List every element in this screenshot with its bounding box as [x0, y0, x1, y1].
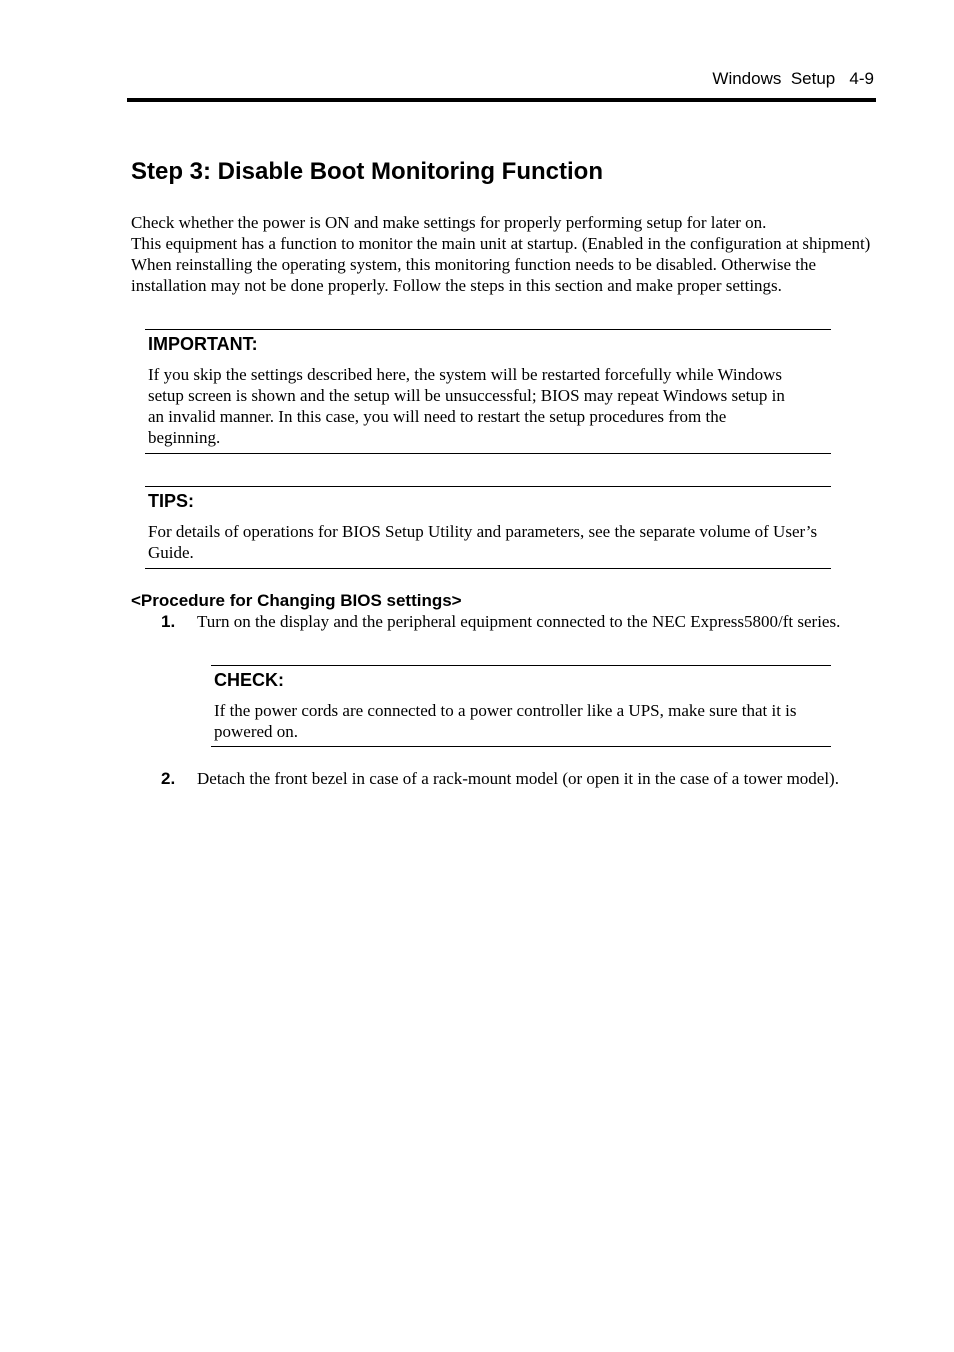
important-notice	[145, 329, 831, 454]
tips-label: TIPS:	[148, 491, 195, 511]
procedure-step-2	[131, 768, 851, 812]
tips-text: For details of operations for BIOS Setup Utility and parameters, see the separate volume of User’s Guide.	[148, 522, 818, 562]
intro-paragraph: This equipment has a function to monitor the main unit at startup. (Enabled in the configuration at shipment)	[131, 234, 871, 253]
check-label: CHECK:	[214, 670, 284, 690]
intro-paragraph: When reinstalling the operating system, this monitoring function needs to be disabled. Otherwise the installation may not be done properly. Follow the steps in this section and make proper settings.	[131, 255, 817, 295]
step-text: Turn on the display and the peripheral equipment connected to the NEC Express5800/ft series.	[197, 612, 841, 631]
tips-notice	[145, 486, 831, 569]
procedure-step-1	[131, 611, 851, 655]
step-title: Step 3: Disable Boot Monitoring Function	[131, 158, 603, 185]
step-text: Detach the front bezel in case of a rack-mount model (or open it in the case of a tower model).	[197, 769, 839, 788]
header-page-number: 4-9	[849, 69, 874, 88]
step-number: 1.	[161, 612, 176, 631]
important-label: IMPORTANT:	[148, 334, 258, 354]
intro-paragraph: Check whether the power is ON and make settings for properly performing setup for later on.	[131, 213, 767, 232]
intro-paragraphs	[131, 212, 871, 296]
check-notice	[211, 665, 831, 747]
running-header	[712, 69, 874, 89]
header-section-title: Windows Setup	[712, 69, 836, 88]
check-text: If the power cords are connected to a power controller like a UPS, make sure that it is powered on.	[214, 701, 797, 741]
header-rule	[127, 98, 876, 102]
procedure-heading: <Procedure for Changing BIOS settings>	[131, 591, 462, 610]
step-number: 2.	[161, 769, 176, 788]
important-text: If you skip the settings described here, the system will be restarted forcefully while Windows setup screen is shown and the setup will be unsuccessful; BIOS may repeat Windows setup in an invalid manner. In this case, you will need to restart the setup procedures from the beginning.	[148, 365, 785, 447]
